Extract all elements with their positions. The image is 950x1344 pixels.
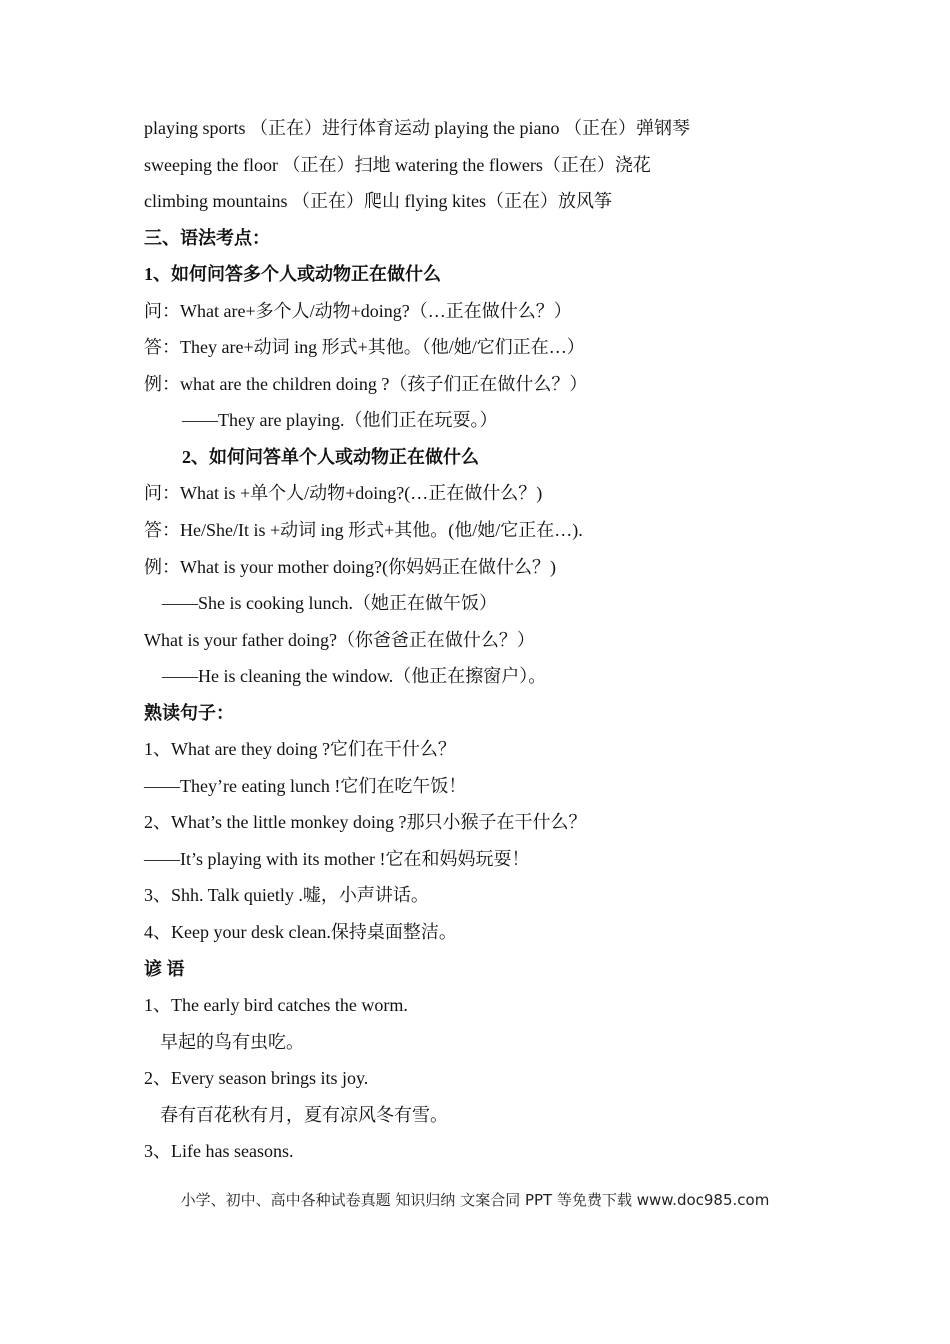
example-singular-answer: ——She is cooking lunch.（她正在做午饭） [162,593,497,613]
section-heading-proverbs: 谚 语 [144,959,185,979]
sentence-2: 2、What’s the little monkey doing ?那只小猴子在干什么？ [144,812,587,832]
example-plural: 例：what are the children doing ?（孩子们正在做什么？） [144,374,588,394]
example-singular: 例：What is your mother doing?(你妈妈正在做什么？) [144,557,556,577]
page-footer: 小学、初中、高中各种试卷真题 知识归纳 文案合同 PPT 等免费下载 www.doc985.com [180,1191,770,1209]
question-pattern-plural: 问：What are+多个人/动物+doing?（…正在做什么？） [144,301,572,321]
sentence-1: 1、What are they doing ?它们在干什么？ [144,739,456,759]
proverb-3: 3、Life has seasons. [144,1141,294,1161]
example-singular-2-answer: ——He is cleaning the window.（他正在擦窗户）。 [162,666,547,686]
proverb-1-translation: 早起的鸟有虫吃。 [160,1032,304,1052]
answer-pattern-plural: 答：They are+动词 ing 形式+其他。（他/她/它们正在…） [144,337,585,357]
vocab-line-1: playing sports （正在）进行体育运动 playing the piano （正在）弹钢琴 [144,118,690,138]
vocab-line-3: climbing mountains （正在）爬山 flying kites（正在）放风筝 [144,191,612,211]
sentence-3: 3、Shh. Talk quietly .嘘，小声讲话。 [144,885,429,905]
proverb-1: 1、The early bird catches the worm. [144,995,408,1015]
section-heading-grammar: 三、语法考点： [144,228,270,248]
sentence-1-answer: ——They’re eating lunch !它们在吃午饭！ [144,776,467,796]
section-heading-sentences: 熟读句子： [144,703,234,723]
proverb-2: 2、Every season brings its joy. [144,1068,369,1088]
subheading-singular: 2、如何问答单个人或动物正在做什么 [182,447,479,467]
vocab-line-2: sweeping the floor （正在）扫地 watering the flowers（正在）浇花 [144,155,651,175]
example-singular-2: What is your father doing?（你爸爸正在做什么？） [144,630,535,650]
answer-pattern-singular: 答：He/She/It is +动词 ing 形式+其他。(他/她/它正在…). [144,520,583,540]
subheading-plural: 1、如何问答多个人或动物正在做什么 [144,264,441,284]
sentence-2-answer: ——It’s playing with its mother !它在和妈妈玩耍！ [144,849,530,869]
example-plural-answer: ——They are playing.（他们正在玩耍。） [182,410,498,430]
sentence-4: 4、Keep your desk clean.保持桌面整洁。 [144,922,457,942]
proverb-2-translation: 春有百花秋有月，夏有凉风冬有雪。 [160,1105,448,1125]
question-pattern-singular: 问：What is +单个人/动物+doing?(…正在做什么？) [144,483,543,503]
